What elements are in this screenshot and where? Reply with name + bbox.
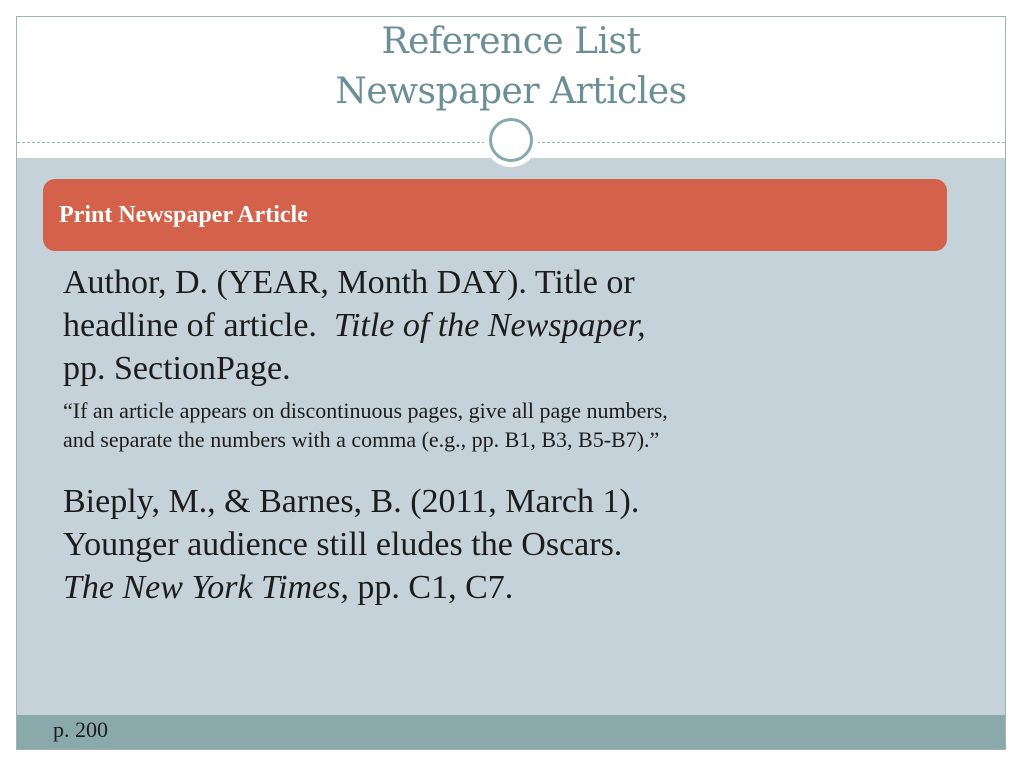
note-line-2: and separate the numbers with a comma (e.g., pp. B1, B3, B5-B7).” — [63, 427, 660, 452]
circle-ornament-icon — [484, 113, 538, 167]
example-line-2: Younger audience still eludes the Oscars. — [63, 526, 623, 563]
section-banner — [43, 179, 947, 251]
slide-footer — [17, 715, 1005, 749]
format-line-2-italic: Title of the Newspaper, — [333, 307, 646, 344]
reference-example — [63, 480, 883, 609]
page-reference: p. 200 — [53, 717, 108, 742]
format-line-2-plain: headline of article. — [63, 307, 334, 344]
reference-format — [63, 261, 883, 390]
example-line-3-italic: The New York Times, — [63, 569, 349, 606]
format-line-1: Author, D. (YEAR, Month DAY). Title or — [63, 264, 635, 301]
example-line-3 — [63, 566, 883, 609]
slide-title-line-1: Reference List — [381, 21, 641, 62]
format-line-3: pp. SectionPage. — [63, 350, 291, 387]
slide — [16, 16, 1006, 750]
example-line-1: Bieply, M., & Barnes, B. (2011, March 1). — [63, 483, 640, 520]
discontinuous-pages-note — [63, 396, 883, 454]
format-line-2 — [63, 304, 883, 347]
note-line-1: “If an article appears on discontinuous pages, give all page numbers, — [63, 398, 668, 423]
banner-label: Print Newspaper Article — [59, 201, 308, 228]
example-line-3-plain: pp. C1, C7. — [348, 569, 514, 606]
slide-title-line-2: Newspaper Articles — [335, 71, 687, 112]
circle-ring — [489, 118, 533, 162]
slide-content — [63, 261, 883, 609]
